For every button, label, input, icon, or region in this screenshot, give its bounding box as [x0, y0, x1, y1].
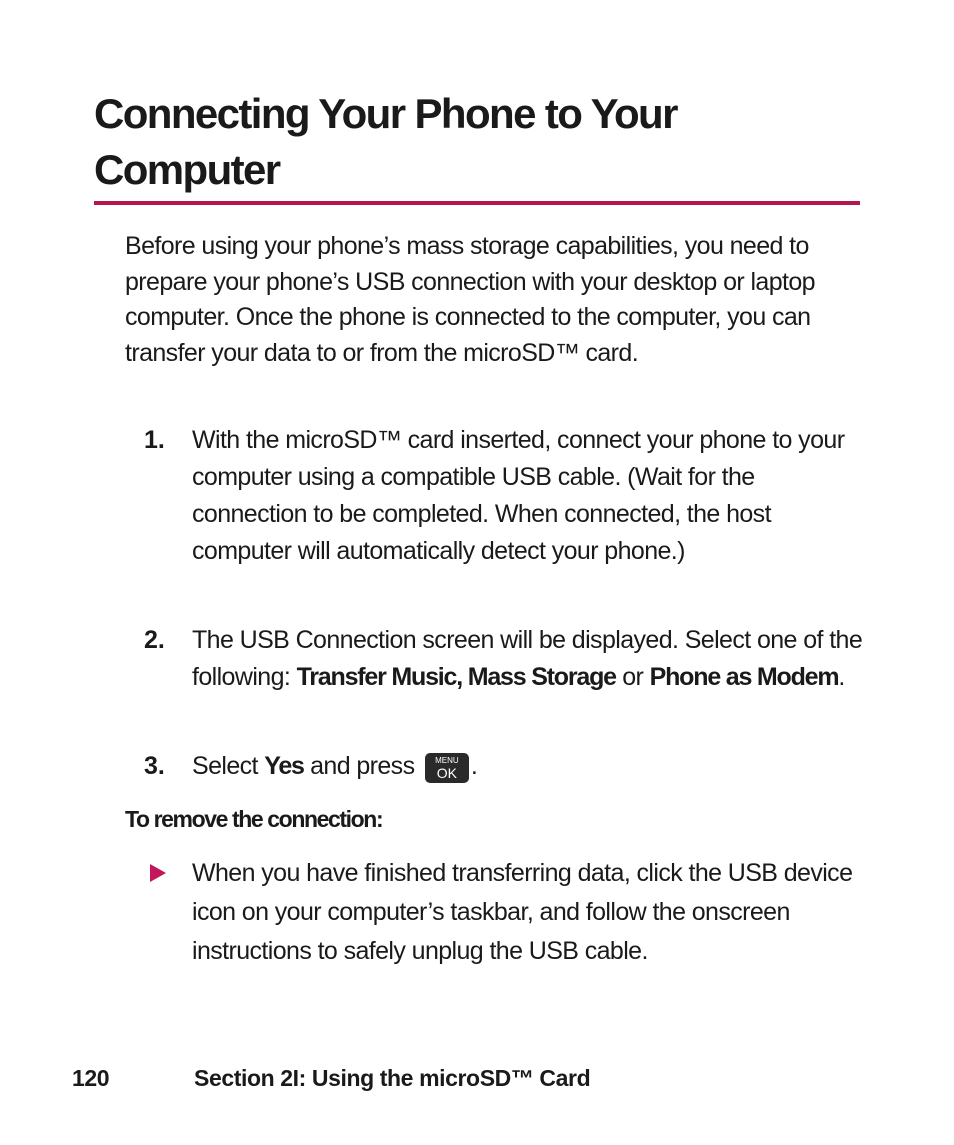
title-divider: [94, 201, 860, 205]
step-2: [144, 622, 864, 696]
step-text: [192, 748, 864, 785]
step-text-before: The USB Connection screen will be displayed. Select one of the following:: [192, 626, 863, 691]
step-text-middle: and press: [303, 752, 421, 780]
step-text-after: .: [838, 663, 845, 691]
step-number: 2.: [144, 626, 165, 654]
step-3: [144, 748, 864, 785]
key-bottom-label: OK: [436, 765, 457, 781]
step-text: With the microSD™ card inserted, connect your phone to your computer using a compatible USB cable. (Wait for the connection to be completed. When connected, the host computer will automatically detect your phone.): [192, 426, 845, 565]
step-text-middle: or: [615, 663, 650, 691]
intro-paragraph: Before using your phone’s mass storage capabilities, you need to prepare your phone’s USB connection with your desktop or laptop computer. Once the phone is connected to the computer, you can transfer your data to or from the microSD™ card.: [125, 232, 815, 367]
step-text-after: .: [470, 752, 478, 780]
key-top-label: MENU: [435, 756, 459, 765]
step-text-before: Select: [192, 752, 265, 780]
option-yes: Yes: [264, 752, 304, 780]
remove-connection-bullet: [150, 854, 870, 971]
page-title: Connecting Your Phone to Your Computer: [94, 90, 677, 193]
step-number: 1.: [144, 426, 165, 454]
menu-ok-key-icon: [425, 753, 469, 783]
step-number: 3.: [144, 752, 165, 780]
option-phone-as-modem: Phone as Modem: [649, 663, 839, 691]
page-number: 120: [72, 1065, 110, 1091]
remove-connection-heading: To remove the connection:: [125, 806, 383, 832]
section-title: Section 2I: Using the microSD™ Card: [194, 1065, 591, 1091]
step-text: [192, 622, 864, 696]
page-footer: [72, 1062, 590, 1094]
step-1: [144, 422, 864, 570]
bullet-text: When you have finished transferring data, click the USB device icon on your computer’s taskbar, and follow the onscreen instructions to safely unplug the USB cable.: [192, 859, 853, 965]
bullet-arrow-icon: [150, 864, 166, 882]
option-transfer-music-mass-storage: Transfer Music, Mass Storage: [296, 663, 616, 691]
